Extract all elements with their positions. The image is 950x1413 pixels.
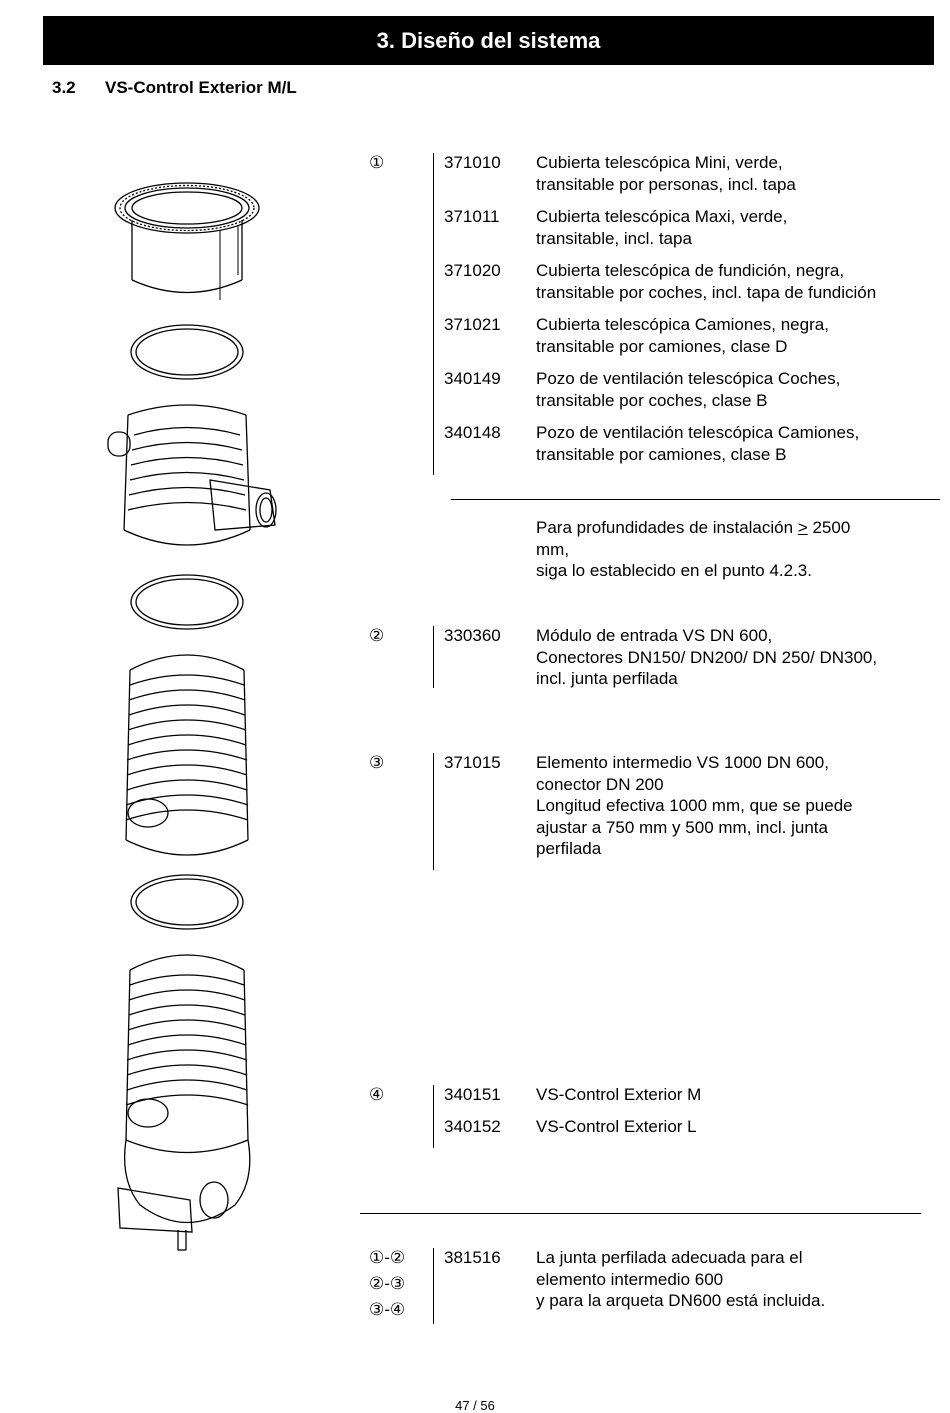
part-code: 340151 [444,1085,501,1104]
part-description: Cubierta telescópica Maxi, verde, transitable, incl. tapa [536,207,788,248]
seal-ring-bottom [131,875,243,929]
seal-ring-middle [131,575,243,629]
item-marker-2: ② [369,626,385,645]
part-code: 371010 [444,153,501,172]
seal-marker: ②-③ [369,1274,406,1293]
item-divider-4 [433,1085,434,1148]
seal-divider [433,1248,434,1324]
part-code: 371021 [444,315,501,334]
part-description: Elemento intermedio VS 1000 DN 600, conector DN 200 Longitud efectiva 1000 mm, que se puede ajustar a 750 mm y 500 mm, incl. junta perfilada [536,753,853,858]
item-marker-3: ③ [369,753,385,772]
item-marker-1: ① [369,153,385,172]
intermediate-element-part [126,655,248,855]
part-description: VS-Control Exterior M [536,1085,702,1104]
part-code: 371020 [444,261,501,280]
part-description: Cubierta telescópica de fundición, negra, transitable por coches, incl. tapa de fundición [536,261,877,302]
item-divider-3 [433,753,434,870]
part-code: 340149 [444,369,501,388]
item-divider-2 [433,626,434,688]
separator-line [451,499,940,500]
exploded-assembly-drawing [90,170,290,1260]
part-description: Cubierta telescópica Mini, verde, transitable por personas, incl. tapa [536,153,796,194]
page-number: 47 / 56 [455,1398,495,1413]
part-code: 371015 [444,753,501,772]
telescopic-cover-part [115,183,259,300]
inlet-module-part [108,405,276,545]
item-marker-4: ④ [369,1085,385,1104]
seal-marker: ①-② [369,1248,406,1267]
part-description: Módulo de entrada VS DN 600, Conectores DN150/ DN200/ DN 250/ DN300, incl. junta perfilada [536,626,878,688]
part-code: 371011 [444,207,500,226]
part-code: 340148 [444,423,501,442]
chapter-header: 3. Diseño del sistema [43,16,934,65]
seal-marker: ③-④ [369,1300,406,1319]
item-divider-1 [433,153,434,475]
section-number: 3.2 [52,78,76,97]
section-title: VS-Control Exterior M/L [105,78,297,97]
part-code: 381516 [444,1248,501,1267]
separator-line [360,1213,921,1214]
part-description: Cubierta telescópica Camiones, negra, transitable por camiones, clase D [536,315,829,356]
vs-control-part [118,955,250,1250]
part-description: Pozo de ventilación telescópica Coches, transitable por coches, clase B [536,369,841,410]
installation-depth-note: Para profundidades de instalación > 2500 mm, siga lo establecido en el punto 4.2.3. [536,518,851,580]
seal-ring-top [131,325,243,379]
part-description: La junta perfilada adecuada para el elemento intermedio 600 y para la arqueta DN600 está incluida. [536,1248,826,1310]
part-code: 340152 [444,1117,501,1136]
part-description: Pozo de ventilación telescópica Camiones, transitable por camiones, clase B [536,423,860,464]
part-description: VS-Control Exterior L [536,1117,697,1136]
part-code: 330360 [444,626,501,645]
